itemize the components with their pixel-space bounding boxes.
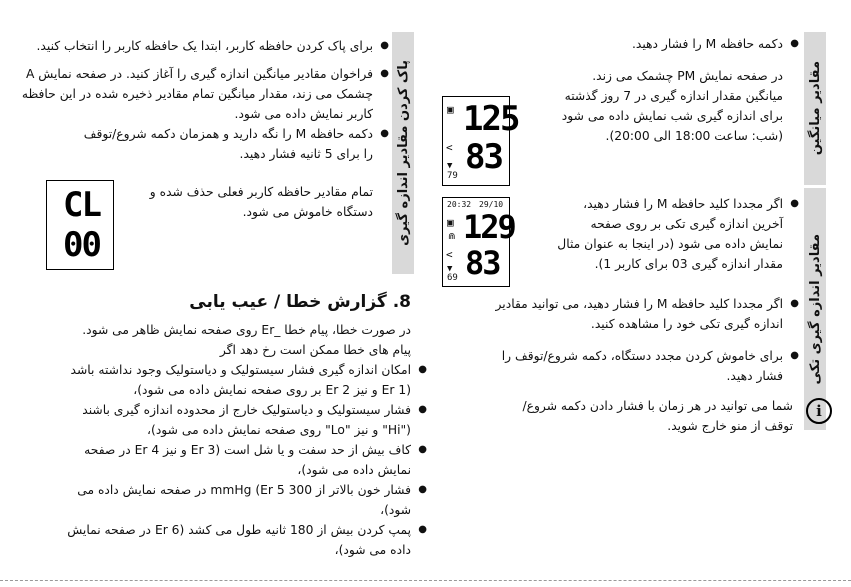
lcd2-diastolic: 83 [465,244,500,282]
single-b2-line-1: ● اگر مجددا کلید حافظه M را فشار دهید، می توانید مقادیر [443,294,783,314]
user-icon: ⋒ [448,232,456,242]
average-text [533,66,783,146]
sidebar-single-label: مقادیر اندازه گیری تکی [807,233,823,385]
clr-b1-line: ● برای پاک کردن حافظه کاربر، ابتدا یک حافظه کاربر را انتخاب کنید. [13,36,373,56]
single-section-1 [533,194,783,274]
clr-b2-line-3: کاربر نمایش داده می شود. [234,107,373,121]
lcd2-pulse: 69 [447,273,458,283]
lcd1-pulse: 79 [447,171,458,181]
heart-down-icon: ▼ [447,264,453,274]
clr-result-line-2: دستگاه خاموش می شود. [242,205,373,219]
clr-b2-line-2: چشمک می زند، مقدار میانگین تمام مقادیر ذخیره شده در این حافظه [21,87,373,101]
chevron-left-icon: < [446,141,453,154]
err-3-line-1: ● کاف بیش از حد سفت و یا شل است (Er 3 و نیز Er 4 در صفحه [11,440,411,460]
info-note [453,396,793,436]
clr-result-line-1: تمام مقادیر حافظه کاربر فعلی حذف شده و [149,185,373,199]
lcd1-diastolic: 83 [465,137,502,177]
sidebar-average [804,32,826,185]
clr-b3-line-2: را برای 5 ثانیه فشار دهید. [239,147,373,161]
single-b1-line-4: مقدار اندازه گیری 03 برای کاربر 1). [594,257,783,271]
single-b1-line-2: آخرین اندازه گیری تکی بر روی صفحه [590,217,783,231]
single-b3-line-2: فشار دهید. [726,369,783,383]
err-intro-line-1: در صورت خطا، پیام خطا _Er روی صفحه نمایش ظاهر می شود. [82,323,411,337]
single-section-2 [443,294,783,334]
single-b2-line-2: اندازه گیری تکی خود را مشاهده کنید. [590,317,783,331]
sidebar-average-label: مقادیر میانگین [807,61,823,156]
error-section-title: 8. گزارش خطا / عیب یابی [189,292,411,312]
page-bottom-rule [0,580,851,582]
err-3-line-2: نمایش داده می شود)، [297,463,411,477]
err-1-line-2: (Er 1 و نیز Er 2 بر روی صفحه نمایش داده می شود)، [133,383,411,397]
sidebar-clear [392,32,414,274]
sidebar-clear-label: پاک کردن مقادیر اندازه گیری [395,60,411,246]
lcd-single-display [442,197,515,287]
error-list [11,360,411,560]
info-line-1: شما می توانید در هر زمان با فشار دادن دکمه شروع/ [522,399,793,413]
lcd3-top: CL [63,185,100,225]
clear-bullet-3 [0,124,373,164]
clear-result [123,182,373,222]
single-b1-line-3: نمایش داده می شود (در اینجا به عنوان مثال [557,237,783,251]
single-section-3 [443,346,783,386]
err-5-line-2: داده می شود)، [334,543,411,557]
single-b1-line-1: ● اگر مجددا کلید حافظه M را فشار دهید، [533,194,783,214]
avg-bullet: ● دکمه حافظه M را فشار دهید. [453,34,783,54]
left-page [0,0,425,587]
sidebar-single [804,188,826,430]
err-intro-line-2: پیام های خطا ممکن است رخ دهد اگر [219,343,411,357]
single-b3-line-1: ● برای خاموش کردن مجدد دستگاه، دکمه شروع/توقف را [443,346,783,366]
lcd-clear-display [46,180,114,270]
info-line-2: توقف از منو خارج شوید. [667,419,793,433]
err-2-line-1: ● فشار سیستولیک و دیاستولیک خارج از محدوده اندازه گیری باشند [11,400,411,420]
err-4-line-1: ● فشار خون بالاتر از 300 mmHg (Er 5 در صفحه نمایش داده می [11,480,411,500]
heart-down-icon: ▼ [447,161,453,171]
clear-bullet-2 [0,64,373,124]
err-5-line-1: ● پمپ کردن بیش از 180 ثانیه طول می کشد (Er 6 در صفحه نمایش [11,520,411,540]
average-section [453,34,783,54]
err-1-line-1: ● امکان اندازه گیری فشار سیستولیک و دیاستولیک وجود نداشته باشد [11,360,411,380]
err-2-line-2: ("Hi" و نیز "Lo" روی صفحه نمایش داده می شود)، [147,423,411,437]
avg-line-4: (شب: ساعت 18:00 الی 20:00). [605,129,783,143]
clr-b2-line-1: ● فراخوان مقادیر میانگین اندازه گیری را آغاز کنید. در صفحه نمایش A [0,64,373,84]
avg-line-1: در صفحه نمایش PM چشمک می زند. [592,69,783,83]
memory-icon: ▣ [447,103,454,116]
memory-icon: ▣ [447,216,454,229]
lcd2-date: 29/10 [479,200,504,209]
chevron-left-icon: < [446,248,453,261]
lcd2-systolic: 129 [463,208,515,246]
avg-line-3: برای اندازه گیری شب نمایش داده می شود [561,109,783,123]
avg-line-2: میانگین مقدار اندازه گیری در 7 روز گذشته [564,89,783,103]
right-page [426,0,851,587]
lcd3-bottom: 00 [63,225,100,265]
info-icon: i [806,398,832,424]
lcd1-systolic: 125 [463,99,519,139]
clr-b3-line-1: ● دکمه حافظه M را نگه دارید و همزمان دکمه شروع/توقف [0,124,373,144]
clear-bullet-1 [13,36,373,56]
error-intro [1,320,411,360]
lcd2-time: 20:32 [447,200,472,209]
lcd-average-display [442,96,519,186]
err-4-line-2: شود)، [380,503,411,517]
